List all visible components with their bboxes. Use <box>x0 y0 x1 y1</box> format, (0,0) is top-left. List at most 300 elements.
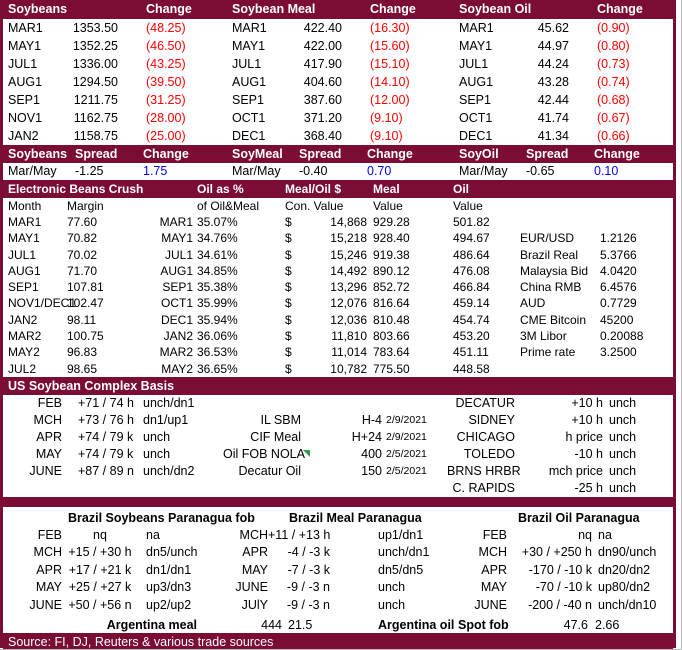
crush-row <box>3 230 673 246</box>
crush-month-cell: MAY1 <box>8 231 40 246</box>
city-label-cell: TOLEDO <box>463 446 515 461</box>
brazil-month-cell: APR <box>481 562 507 577</box>
contract-cell: AUG1 <box>459 75 494 89</box>
contract-cell: SEP1 <box>8 93 40 107</box>
futures-row <box>454 19 673 37</box>
brazil-change-cell: unch <box>378 580 406 595</box>
crush-margin-cell: 71.70 <box>67 263 98 278</box>
contract-cell: MAY1 <box>232 39 266 53</box>
futures-row <box>454 109 673 127</box>
margin-subheader: Margin <box>67 199 104 213</box>
basis-rows <box>3 395 673 497</box>
brazil-change-cell: dn20/dn2 <box>598 562 651 577</box>
product-date-cell: 2/9/2021 <box>386 413 427 426</box>
contract-cell: DEC1 <box>459 129 493 143</box>
price-cell: 43.28 <box>537 75 569 89</box>
currency-value-cell: 0.7729 <box>600 296 637 311</box>
basis-row <box>3 429 673 446</box>
oil-value-cell: 459.14 <box>453 296 490 311</box>
price-cell: 44.24 <box>537 57 569 71</box>
city-basis-cell: mch price <box>548 463 603 478</box>
contract-cell: AUG1 <box>232 75 267 89</box>
futures-row <box>227 73 454 91</box>
currency-value-cell: 1.2126 <box>600 231 637 246</box>
crush-month-cell: JAN2 <box>8 312 38 327</box>
brazil-meal-title: Brazil Meal Paranagua <box>289 510 422 525</box>
price-cell: 368.40 <box>303 129 342 143</box>
con-value-cell: 12,036 <box>330 312 367 327</box>
con-value-cell: 10,782 <box>330 361 367 376</box>
comment-flag-icon <box>303 450 310 457</box>
oil-value-cell: 448.58 <box>453 361 490 376</box>
futures-row <box>454 73 673 91</box>
change-column-header: Change <box>594 147 640 161</box>
spread-month-cell: Mar/May <box>8 164 57 178</box>
oil-value-cell: 466.84 <box>453 280 490 295</box>
crush-row <box>3 328 673 344</box>
brazil-change-cell: dn5/unch <box>146 545 198 560</box>
spread-month-cell: Mar/May <box>232 164 281 178</box>
price-cell: 417.90 <box>303 57 342 71</box>
product-label-cell: CIF Meal <box>250 429 301 444</box>
currency-label-cell: EUR/USD <box>520 231 575 246</box>
futures-row <box>454 37 673 55</box>
crush-margin-cell: 100.75 <box>67 329 104 344</box>
brazil-row <box>451 597 673 614</box>
contract-cell: JAN2 <box>8 129 39 143</box>
basis-row <box>3 463 673 480</box>
city-change-cell: unch <box>609 446 637 461</box>
oil-value-cell: 501.82 <box>453 215 490 229</box>
spreads-header-row <box>3 145 673 163</box>
contract-cell: MAY1 <box>459 39 493 53</box>
brazil-soybeans-rows <box>3 527 227 614</box>
price-cell: 1353.50 <box>72 21 118 35</box>
oil-pct-cell: 36.65% <box>197 361 238 376</box>
contract-cell: NOV1 <box>8 111 43 125</box>
pct-month-cell: MAY2 <box>161 361 193 376</box>
oil-pct-cell: 35.07% <box>197 215 238 229</box>
basis-section <box>3 377 673 497</box>
product-value-cell: 400 <box>361 446 382 461</box>
futures-row <box>227 37 454 55</box>
price-cell: 1352.25 <box>72 39 118 53</box>
spread-header-oil <box>454 145 673 163</box>
change-column-header: Change <box>143 147 189 161</box>
spot-fob-label: Spot fob <box>458 617 509 632</box>
basis-value-cell <box>62 480 143 497</box>
oil-pct-header: Oil as % <box>197 182 244 196</box>
brazil-change-cell: unch/dn10 <box>598 597 657 612</box>
contract-cell: MAR1 <box>8 21 43 35</box>
spread-value-cell: -0.65 <box>526 164 555 178</box>
change-cell: (16.30) <box>370 21 410 35</box>
brazil-row <box>3 544 227 561</box>
change-cell: (0.67) <box>597 111 630 125</box>
brazil-row <box>3 579 227 596</box>
brazil-month-cell: JUNE <box>29 597 62 612</box>
product-value-cell <box>301 480 382 497</box>
brazil-row <box>451 579 673 596</box>
spread-title: Soybeans <box>8 147 68 161</box>
futures-header-meal <box>227 0 454 19</box>
brazil-month-cell: JUNE <box>235 580 268 595</box>
brazil-month-cell: APR <box>242 545 268 560</box>
pct-month-cell: AUG1 <box>160 263 193 278</box>
currency-label-cell: CME Bitcoin <box>520 312 587 327</box>
oil-value-cell: 486.64 <box>453 247 490 262</box>
dollar-sign-cell: $ <box>285 231 292 246</box>
brazil-change-cell: na <box>598 527 612 542</box>
price-cell: 42.44 <box>537 93 569 107</box>
change-cell: (28.00) <box>146 111 186 125</box>
pct-month-cell: JUL1 <box>164 247 193 262</box>
basis-row <box>3 446 673 463</box>
currency-label-cell: AUD <box>520 296 546 311</box>
con-value-cell: 13,296 <box>330 280 367 295</box>
crush-margin-cell: 98.65 <box>67 361 98 376</box>
brazil-row <box>227 597 451 614</box>
city-basis-cell: +10 h <box>571 395 603 410</box>
brazil-value-cell: -70 / -10 k <box>535 580 592 595</box>
con-value-cell: 11,810 <box>331 329 367 344</box>
city-change-cell: unch <box>609 463 637 478</box>
city-change-cell: unch <box>609 480 637 495</box>
con-value-cell: 15,218 <box>330 231 367 246</box>
oil-value-cell: 476.08 <box>453 263 490 278</box>
basis-month-cell: FEB <box>37 395 62 410</box>
crush-month-cell: MAY2 <box>8 345 40 360</box>
basis-change-cell <box>143 480 223 497</box>
change-cell: (0.74) <box>597 75 630 89</box>
change-cell: (0.80) <box>597 39 630 53</box>
futures-row <box>454 91 673 109</box>
brazil-row <box>227 562 451 579</box>
futures-row <box>454 55 673 73</box>
crush-month-cell: JUL2 <box>8 361 37 376</box>
spread-change-cell: 0.10 <box>594 164 619 178</box>
dollar-sign-cell: $ <box>285 345 292 360</box>
spread-row-oil <box>454 163 673 180</box>
futures-row <box>227 55 454 73</box>
crush-row <box>3 247 673 263</box>
futures-row <box>227 19 454 37</box>
meal-value-cell: 929.28 <box>373 215 410 229</box>
meal-oil-header: Meal/Oil $ <box>285 182 342 196</box>
basis-month-cell: MCH <box>33 412 62 427</box>
brazil-value-cell: -9 / -3 n <box>286 597 330 612</box>
oil-header: Oil <box>453 182 470 196</box>
basis-header: US Soybean Complex Basis <box>3 377 673 395</box>
product-date-cell <box>382 395 447 412</box>
product-date-cell <box>382 480 447 497</box>
brazil-row <box>227 579 451 596</box>
currency-value-cell: 4.0420 <box>600 263 637 278</box>
spread-column-header: Spread <box>75 147 118 161</box>
change-cell: (9.10) <box>370 129 403 143</box>
crush-row <box>3 263 673 279</box>
product-label-cell <box>223 395 301 412</box>
oil-pct-cell: 34.76% <box>197 231 238 246</box>
crush-row <box>3 344 673 360</box>
futures-table-soybean-meal <box>227 0 454 145</box>
futures-row <box>3 91 227 109</box>
dollar-sign-cell: $ <box>285 312 292 327</box>
price-cell: 404.60 <box>303 75 342 89</box>
basis-value-cell: +74 / 79 k <box>78 446 134 461</box>
dollar-sign-cell: $ <box>285 215 292 229</box>
brazil-month-cell: FEB <box>482 527 507 542</box>
spread-value-cell: -0.40 <box>299 164 328 178</box>
price-cell: 1336.00 <box>72 57 118 71</box>
city-label-cell: C. RAPIDS <box>452 480 515 495</box>
spread-title: SoyMeal <box>232 147 283 161</box>
price-cell: 387.60 <box>303 93 342 107</box>
brazil-value-cell: -170 / -10 k <box>528 562 592 577</box>
price-cell: 1211.75 <box>73 93 118 107</box>
price-cell: 1162.75 <box>73 111 118 125</box>
brazil-change-cell: dn90/unch <box>598 545 657 560</box>
crush-margin-cell: 70.82 <box>67 231 98 246</box>
futures-row <box>3 37 227 55</box>
basis-month-cell: JUNE <box>29 463 62 478</box>
spread-row-meal <box>227 163 454 180</box>
change-cell: (0.68) <box>597 93 630 107</box>
dollar-sign-cell: $ <box>285 329 292 344</box>
spread-row-soybeans <box>3 163 227 180</box>
product-date-cell: 2/9/2021 <box>386 430 427 443</box>
crush-margin-cell: 107.81 <box>67 280 104 295</box>
spread-header-soybeans <box>3 145 227 163</box>
argentina-meal-value-2: 21.5 <box>288 617 313 632</box>
con-value-cell: 15,246 <box>330 247 367 262</box>
spread-change-cell: 0.70 <box>367 164 392 178</box>
spread-column-header: Spread <box>526 147 569 161</box>
con-value-cell: 14,868 <box>330 215 367 229</box>
brazil-value-cell: nq <box>93 527 107 542</box>
crush-subheader <box>3 198 673 214</box>
brazil-month-cell: MAY <box>35 580 62 595</box>
futures-rows <box>454 19 673 145</box>
basis-change-cell: unch <box>143 446 171 461</box>
contract-cell: MAY1 <box>8 39 42 53</box>
basis-value-cell: +71 / 74 h <box>78 395 134 410</box>
brazil-month-cell: MAY <box>480 580 507 595</box>
basis-change-cell: unch/dn2 <box>143 463 195 478</box>
product-label-cell: IL SBM <box>260 412 301 427</box>
crush-month-cell: SEP1 <box>8 280 39 295</box>
brazil-meal-rows <box>227 527 451 614</box>
change-cell: (0.66) <box>597 129 630 143</box>
brazil-month-cell: MCH <box>33 545 62 560</box>
product-label-cell <box>223 480 301 497</box>
change-cell: (14.10) <box>370 75 410 89</box>
futures-row <box>3 109 227 127</box>
basis-change-cell: unch <box>143 429 171 444</box>
basis-row <box>3 412 673 429</box>
product-date-cell: 2/5/2021 <box>386 447 427 460</box>
change-cell: (43.25) <box>146 57 186 71</box>
contract-cell: MAR1 <box>232 21 267 35</box>
currency-value-cell <box>594 214 673 230</box>
currency-value-cell: 3.2500 <box>600 345 637 360</box>
change-cell: (39.50) <box>146 75 186 89</box>
dollar-sign-cell: $ <box>285 263 292 278</box>
meal-value-cell: 919.38 <box>373 247 410 262</box>
brazil-value-cell: -7 / -3 k <box>287 562 330 577</box>
oil-value-cell: 454.74 <box>453 312 490 327</box>
contract-cell: JUL1 <box>8 57 38 71</box>
contract-cell: JUL1 <box>459 57 489 71</box>
con-value-cell: 11,014 <box>331 345 367 360</box>
brazil-change-cell: up3/dn3 <box>146 580 192 595</box>
dollar-sign-cell: $ <box>285 361 292 376</box>
crush-margin-cell: 77.60 <box>67 215 98 229</box>
price-cell: 41.34 <box>537 129 569 143</box>
pct-month-cell: SEP1 <box>162 280 193 295</box>
currency-label-cell: Malaysia Bid <box>520 263 589 278</box>
brazil-month-cell: MCH <box>239 527 268 542</box>
change-cell: (46.50) <box>146 39 186 53</box>
oil-value-subheader: Value <box>453 199 483 213</box>
currency-label-cell: Brazil Real <box>520 247 579 262</box>
dollar-sign-cell: $ <box>285 247 292 262</box>
change-column-header: Change <box>597 2 643 16</box>
crush-title: Electronic Beans Crush <box>8 182 144 196</box>
brazil-oil-title: Brazil Oil Paranagua <box>518 510 640 525</box>
oil-pct-cell: 35.94% <box>197 312 238 327</box>
brazil-row <box>227 544 451 561</box>
brazil-row <box>3 562 227 579</box>
crush-margin-cell: 70.02 <box>67 247 98 262</box>
brazil-value-cell: nq <box>578 527 592 542</box>
brazil-row <box>451 562 673 579</box>
product-date-cell: 2/5/2021 <box>386 464 427 477</box>
change-cell: (9.10) <box>370 111 403 125</box>
city-basis-cell: h price <box>565 429 603 444</box>
crush-section <box>3 180 673 377</box>
crush-row <box>3 214 673 230</box>
spread-header-meal <box>227 145 454 163</box>
brazil-value-cell: -200 / -40 n <box>528 597 592 612</box>
futures-row <box>3 127 227 145</box>
city-label-cell: DECATUR <box>455 395 515 410</box>
futures-table-soybeans <box>3 0 227 145</box>
contract-cell: OCT1 <box>459 111 493 125</box>
change-column-header: Change <box>146 2 192 16</box>
pct-month-cell: JAN2 <box>163 329 193 344</box>
price-cell: 422.00 <box>303 39 342 53</box>
oil-pct-cell: 36.06% <box>197 329 238 344</box>
futures-rows <box>227 19 454 145</box>
spread-change-cell: 1.75 <box>143 164 168 178</box>
brazil-change-cell: na <box>146 527 160 542</box>
basis-change-cell: dn1/up1 <box>143 412 189 427</box>
spread-column-header: Spread <box>299 147 342 161</box>
crush-margin-cell: 98.11 <box>67 312 97 327</box>
city-basis-cell: +10 h <box>571 412 603 427</box>
brazil-month-cell: MCH <box>478 545 507 560</box>
currency-label-cell <box>514 214 594 230</box>
spread-title: SoyOil <box>459 147 499 161</box>
brazil-month-cell: JUNE <box>474 597 507 612</box>
dollar-sign-cell: $ <box>285 296 292 311</box>
brazil-month-cell: FEB <box>37 527 62 542</box>
futures-row <box>454 127 673 145</box>
brazil-value-cell: +17 / +21 k <box>68 562 132 577</box>
futures-row <box>227 91 454 109</box>
source-bar: Source: FI, DJ, Reuters & various trade sources <box>3 633 673 650</box>
meal-value-cell: 816.64 <box>373 296 410 311</box>
futures-header-oil <box>454 0 673 19</box>
spread-value-cell: -1.25 <box>75 164 104 178</box>
section-title: Soybean Oil <box>459 2 532 16</box>
basis-month-cell: APR <box>36 429 62 444</box>
meal-value-cell: 775.50 <box>373 361 410 376</box>
brazil-change-cell: unch/dn1 <box>378 545 430 560</box>
change-cell: (12.00) <box>370 93 410 107</box>
basis-value-cell: +73 / 76 h <box>78 412 134 427</box>
brazil-change-cell: up2/up2 <box>146 597 192 612</box>
city-change-cell: unch <box>609 412 637 427</box>
meal-value-cell: 928.40 <box>373 231 410 246</box>
argentina-meal-label: Argentina meal <box>106 617 197 632</box>
crush-month-cell: JUL1 <box>8 247 37 262</box>
change-cell: (48.25) <box>146 21 186 35</box>
currency-label-cell <box>514 361 594 377</box>
price-cell: 1294.50 <box>72 75 118 89</box>
brazil-row <box>451 527 673 544</box>
brazil-soybeans-title: Brazil Soybeans Paranagua fob <box>68 510 255 525</box>
brazil-month-cell: APR <box>36 562 62 577</box>
currency-label-cell: China RMB <box>520 280 582 295</box>
contract-cell: SEP1 <box>232 93 264 107</box>
product-label-cell: Decatur Oil <box>238 463 301 478</box>
crush-month-cell: MAR2 <box>8 329 42 344</box>
futures-table-soybean-oil <box>454 0 673 145</box>
brazil-row <box>451 544 673 561</box>
futures-row <box>227 109 454 127</box>
meal-value-subheader: Value <box>373 199 403 213</box>
brazil-change-cell: up80/dn2 <box>598 580 651 595</box>
change-cell: (25.00) <box>146 129 186 143</box>
oil-pct-cell: 36.53% <box>197 345 238 360</box>
con-value-cell: 12,076 <box>330 296 367 311</box>
price-cell: 1158.75 <box>73 129 118 143</box>
city-change-cell: unch <box>609 429 637 444</box>
product-label-cell: Oil FOB NOLA <box>223 446 305 461</box>
brazil-value-cell: -4 / -3 k <box>287 545 330 560</box>
basis-change-cell: unch/dn1 <box>143 395 195 410</box>
currency-value-cell: 45200 <box>600 312 634 327</box>
city-change-cell: unch <box>609 395 637 410</box>
spread-month-cell: Mar/May <box>459 164 508 178</box>
meal-value-cell: 890.12 <box>373 263 410 278</box>
spreads-data-row <box>3 163 673 180</box>
city-label-cell: BRNS HRBR <box>447 463 521 478</box>
change-cell: (31.25) <box>146 93 186 107</box>
price-cell: 371.20 <box>303 111 342 125</box>
crush-margin-cell: 96.83 <box>67 345 98 360</box>
price-cell: 44.97 <box>537 39 569 53</box>
futures-header-soybeans <box>3 0 227 19</box>
futures-rows <box>3 19 227 145</box>
currency-value-cell: 6.4576 <box>600 280 637 295</box>
price-cell: 41.74 <box>537 111 569 125</box>
argentina-oil-label: Argentina oil <box>378 617 455 632</box>
dollar-sign-cell: $ <box>285 280 292 295</box>
pct-month-cell: MAY1 <box>161 231 193 246</box>
